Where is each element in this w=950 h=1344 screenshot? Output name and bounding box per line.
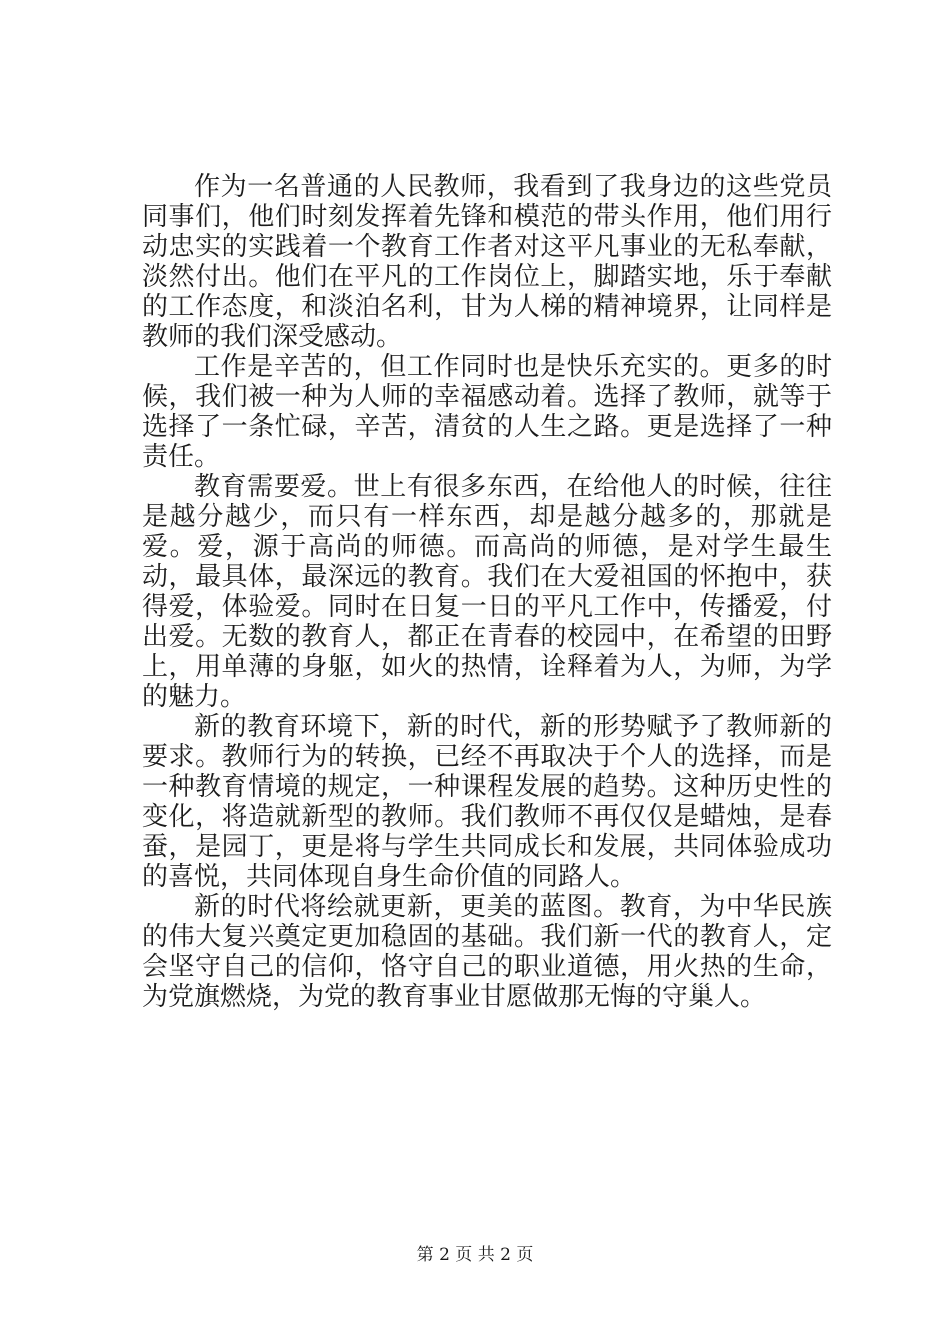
paragraph-5: 新的时代将绘就更新，更美的蓝图。教育，为中华民族的伟大复兴奠定更加稳固的基础。我们新一代的教育人，定会坚守自己的信仰，恪守自己的职业道德，用火热的生命，为党旗燃烧，为党的教育事业甘愿做那无悔的守巢人。 (142, 892, 832, 1012)
document-body (142, 172, 832, 1012)
page-number-label: 第 2 页 共 2 页 (416, 1245, 534, 1265)
paragraph-2: 工作是辛苦的，但工作同时也是快乐充实的。更多的时候，我们被一种为人师的幸福感动着。选择了教师，就等于选择了一条忙碌，辛苦，清贫的人生之路。更是选择了一种责任。 (142, 352, 832, 472)
paragraph-3: 教育需要爱。世上有很多东西，在给他人的时候，往往是越分越少，而只有一样东西，却是越分越多的，那就是爱。爱，源于高尚的师德。而高尚的师德，是对学生最生动，最具体，最深远的教育。我们在大爱祖国的怀抱中，获得爱，体验爱。同时在日复一日的平凡工作中，传播爱，付出爱。无数的教育人，都正在青春的校园中，在希望的田野上，用单薄的身躯，如火的热情，诠释着为人，为师，为学的魅力。 (142, 472, 832, 712)
paragraph-4: 新的教育环境下，新的时代，新的形势赋予了教师新的要求。教师行为的转换，已经不再取决于个人的选择，而是一种教育情境的规定，一种课程发展的趋势。这种历史性的变化，将造就新型的教师。我们教师不再仅仅是蜡烛，是春蚕，是园丁，更是将与学生共同成长和发展，共同体验成功的喜悦，共同体现自身生命价值的同路人。 (142, 712, 832, 892)
paragraph-1: 作为一名普通的人民教师，我看到了我身边的这些党员同事们，他们时刻发挥着先锋和模范的带头作用，他们用行动忠实的实践着一个教育工作者对这平凡事业的无私奉献，淡然付出。他们在平凡的工作岗位上，脚踏实地，乐于奉献的工作态度，和淡泊名利，甘为人梯的精神境界，让同样是教师的我们深受感动。 (142, 172, 832, 352)
page-footer (0, 1244, 950, 1266)
